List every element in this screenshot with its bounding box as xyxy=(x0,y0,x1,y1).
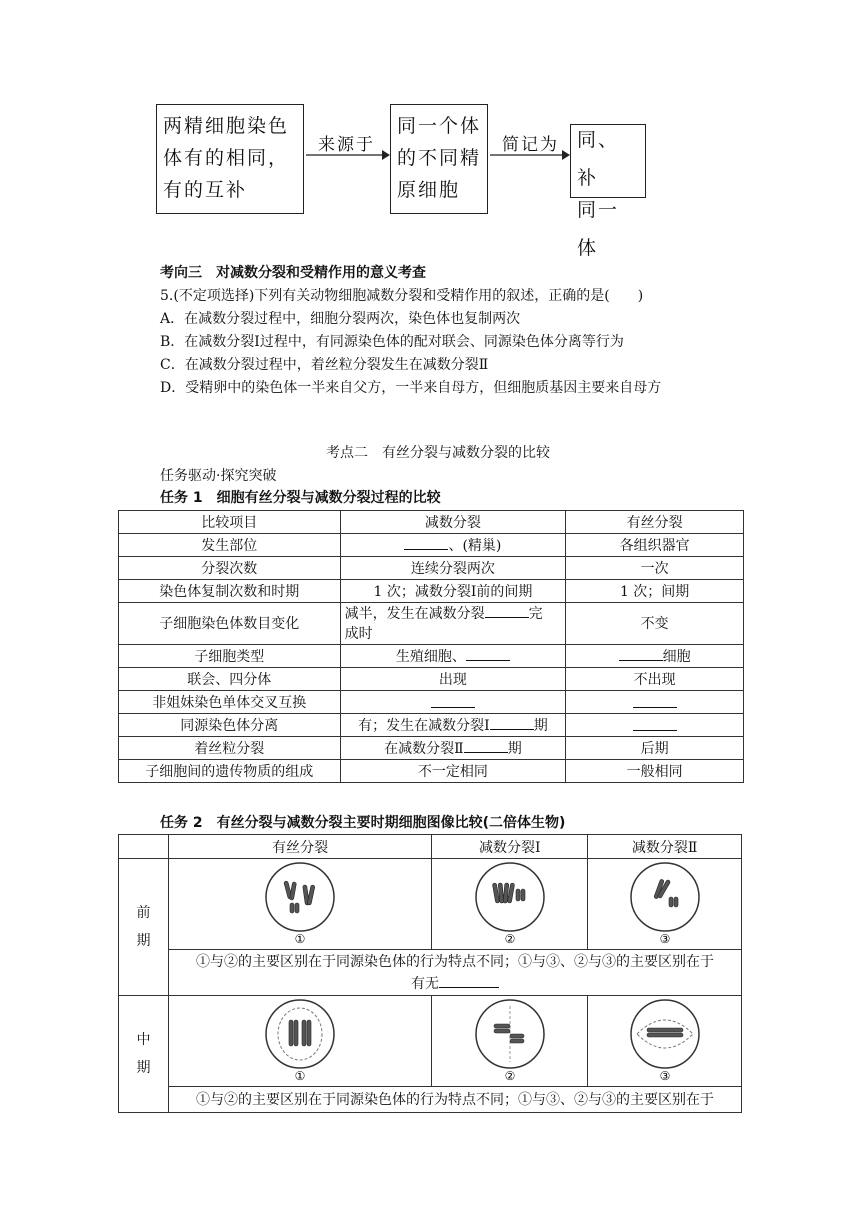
prophase-mitosis-cell xyxy=(168,859,431,950)
fill-blank[interactable] xyxy=(490,715,534,730)
row-item: 同源染色体分离 xyxy=(119,714,341,737)
flow-box-2-line-1: 同一个体 xyxy=(397,115,482,137)
prophase-note-row xyxy=(119,950,742,996)
row-meiosis-text: 有；发生在减数分裂Ⅰ xyxy=(358,718,490,734)
point-2-subtitle: 任务驱动·探究突破 xyxy=(160,468,277,484)
cell-image-table xyxy=(118,834,742,1113)
row-item: 子细胞染色体数目变化 xyxy=(119,603,341,645)
row-meiosis xyxy=(340,534,566,557)
fill-blank[interactable] xyxy=(431,693,475,708)
prophase-note xyxy=(168,950,741,996)
fill-blank[interactable] xyxy=(633,693,677,708)
metaphase-meiosis-2-cell xyxy=(588,996,742,1087)
table-header-row xyxy=(119,835,742,859)
flow-box-2 xyxy=(390,104,488,214)
fill-blank[interactable] xyxy=(439,973,499,988)
cell-label: ① xyxy=(294,1069,306,1082)
row-mitosis-text: 细胞 xyxy=(662,649,691,665)
meiosis-2-metaphase-cell-image xyxy=(625,996,705,1082)
metaphase-image-row xyxy=(119,996,742,1087)
cell-label: ③ xyxy=(659,1069,670,1082)
meiosis-1-prophase-cell-image xyxy=(470,859,550,945)
section-3-heading: 考向三 对减数分裂和受精作用的意义考查 xyxy=(160,265,426,281)
option-c: C．在减数分裂过程中，着丝粒分裂发生在减数分裂Ⅱ xyxy=(160,357,489,373)
meiosis-1-metaphase-cell-image xyxy=(470,996,550,1082)
table-header-row xyxy=(119,511,744,534)
phase-label-metaphase xyxy=(119,996,169,1113)
metaphase-note: ①与②的主要区别在于同源染色体的行为特点不同；①与③、②与③的主要区别在于 xyxy=(168,1087,741,1113)
row-item: 子细胞间的遗传物质的组成 xyxy=(119,760,341,783)
cell-label: ① xyxy=(294,932,306,945)
fill-blank[interactable] xyxy=(464,738,508,753)
table-row xyxy=(119,557,744,580)
flow-box-1-line-3: 有的互补 xyxy=(163,179,248,201)
flow-arrow-1-label: 来源于 xyxy=(318,135,375,155)
row-mitosis: 后期 xyxy=(566,737,744,760)
flow-box-1 xyxy=(156,104,304,214)
mitosis-prophase-cell-image xyxy=(260,859,340,945)
flow-box-1-line-2: 体有的相同， xyxy=(163,147,290,169)
row-item: 染色体复制次数和时期 xyxy=(119,580,341,603)
header-mitosis: 有丝分裂 xyxy=(168,835,431,859)
phase-char: 期 xyxy=(136,933,151,949)
header-mitosis: 有丝分裂 xyxy=(566,511,744,534)
note-text: ①与②的主要区别在于同源染色体的行为特点不同；①与③、②与③的主要区别在于 xyxy=(195,953,714,970)
row-meiosis-text: 成时 xyxy=(344,626,373,642)
row-meiosis-text: 期 xyxy=(533,718,548,734)
row-item: 非姐妹染色单体交叉互换 xyxy=(119,691,341,714)
flow-box-2-line-3: 原细胞 xyxy=(397,179,461,201)
row-meiosis-text: 完 xyxy=(528,606,543,622)
row-item: 联会、四分体 xyxy=(119,668,341,691)
header-item: 比较项目 xyxy=(119,511,341,534)
row-mitosis xyxy=(566,714,744,737)
cell-label: ② xyxy=(504,1069,516,1082)
row-meiosis-text: 生殖细胞、 xyxy=(395,649,466,665)
metaphase-meiosis-1-cell xyxy=(432,996,588,1087)
table-row xyxy=(119,737,744,760)
row-mitosis: 各组织器官 xyxy=(566,534,744,557)
prophase-meiosis-2-cell xyxy=(588,859,742,950)
fill-blank[interactable] xyxy=(619,646,663,661)
table-row xyxy=(119,603,744,645)
row-meiosis-text: 在减数分裂Ⅱ xyxy=(384,741,464,757)
option-a: A．在减数分裂过程中，细胞分裂两次，染色体也复制两次 xyxy=(160,311,521,327)
prophase-image-row xyxy=(119,859,742,950)
prophase-meiosis-1-cell xyxy=(432,859,588,950)
row-item: 分裂次数 xyxy=(119,557,341,580)
row-mitosis: 1 次；间期 xyxy=(566,580,744,603)
table-row xyxy=(119,534,744,557)
table-row xyxy=(119,645,744,668)
row-mitosis: 一般相同 xyxy=(566,760,744,783)
fill-blank[interactable] xyxy=(633,716,677,731)
meiosis-2-prophase-cell-image xyxy=(625,859,705,945)
point-2-title: 考点二 有丝分裂与减数分裂的比较 xyxy=(326,445,550,461)
header-blank xyxy=(119,835,169,859)
header-meiosis: 减数分裂 xyxy=(340,511,566,534)
phase-char: 期 xyxy=(136,1060,151,1076)
flow-arrow-2 xyxy=(490,148,570,162)
row-meiosis: 不一定相同 xyxy=(340,760,566,783)
flow-arrow-1 xyxy=(306,148,390,162)
row-meiosis-text: 、(精巢) xyxy=(448,538,502,554)
fill-blank[interactable] xyxy=(485,603,529,618)
flow-box-3 xyxy=(570,124,646,259)
task-2-heading: 任务 2 有丝分裂与减数分裂主要时期细胞图像比较(二倍体生物) xyxy=(160,815,566,831)
metaphase-mitosis-cell xyxy=(168,996,431,1087)
row-meiosis xyxy=(340,737,566,760)
row-mitosis: 一次 xyxy=(566,557,744,580)
table-row xyxy=(119,668,744,691)
mitosis-metaphase-cell-image xyxy=(260,996,340,1082)
row-meiosis xyxy=(340,691,566,714)
row-meiosis xyxy=(340,714,566,737)
row-meiosis: 1 次；减数分裂Ⅰ前的间期 xyxy=(340,580,566,603)
table-row xyxy=(119,760,744,783)
row-item: 发生部位 xyxy=(119,534,341,557)
cell-label: ③ xyxy=(659,932,670,945)
table-row xyxy=(119,691,744,714)
task-1-heading: 任务 1 细胞有丝分裂与减数分裂过程的比较 xyxy=(160,490,441,506)
fill-blank[interactable] xyxy=(404,535,448,550)
phase-char: 前 xyxy=(136,905,151,921)
option-b: B．在减数分裂Ⅰ过程中，有同源染色体的配对联会、同源染色体分离等行为 xyxy=(160,334,624,350)
fill-blank[interactable] xyxy=(466,646,510,661)
header-meiosis-1: 减数分裂Ⅰ xyxy=(432,835,588,859)
row-mitosis xyxy=(566,645,744,668)
row-meiosis-text: 减半，发生在减数分裂 xyxy=(344,606,485,622)
question-5: 5.(不定项选择)下列有关动物细胞减数分裂和受精作用的叙述，正确的是( ) xyxy=(160,288,644,304)
flow-arrow-2-label: 简记为 xyxy=(502,135,559,155)
table-row xyxy=(119,580,744,603)
note-text: 有无 xyxy=(410,975,439,992)
metaphase-note-row xyxy=(119,1087,742,1113)
row-item: 着丝粒分裂 xyxy=(119,737,341,760)
phase-label-prophase xyxy=(119,859,169,996)
comparison-table xyxy=(118,510,744,783)
header-meiosis-2: 减数分裂Ⅱ xyxy=(588,835,742,859)
row-mitosis xyxy=(566,691,744,714)
row-meiosis xyxy=(340,603,566,645)
row-meiosis: 连续分裂两次 xyxy=(340,557,566,580)
row-meiosis-text: 期 xyxy=(507,741,522,757)
row-meiosis xyxy=(340,645,566,668)
cell-label: ② xyxy=(504,932,516,945)
row-meiosis: 出现 xyxy=(340,668,566,691)
row-item: 子细胞类型 xyxy=(119,645,341,668)
flow-box-2-line-2: 的不同精 xyxy=(397,147,482,169)
row-mitosis: 不变 xyxy=(566,603,744,645)
flow-box-1-line-1: 两精细胞染色 xyxy=(163,115,290,137)
option-d: D．受精卵中的染色体一半来自父方，一半来自母方，但细胞质基因主要来自母方 xyxy=(160,380,662,396)
phase-char: 中 xyxy=(136,1032,151,1048)
row-mitosis: 不出现 xyxy=(566,668,744,691)
flow-box-3-line-2: 同一体 xyxy=(577,199,620,259)
table-row xyxy=(119,714,744,737)
flow-box-3-line-1: 同、补 xyxy=(577,129,620,189)
